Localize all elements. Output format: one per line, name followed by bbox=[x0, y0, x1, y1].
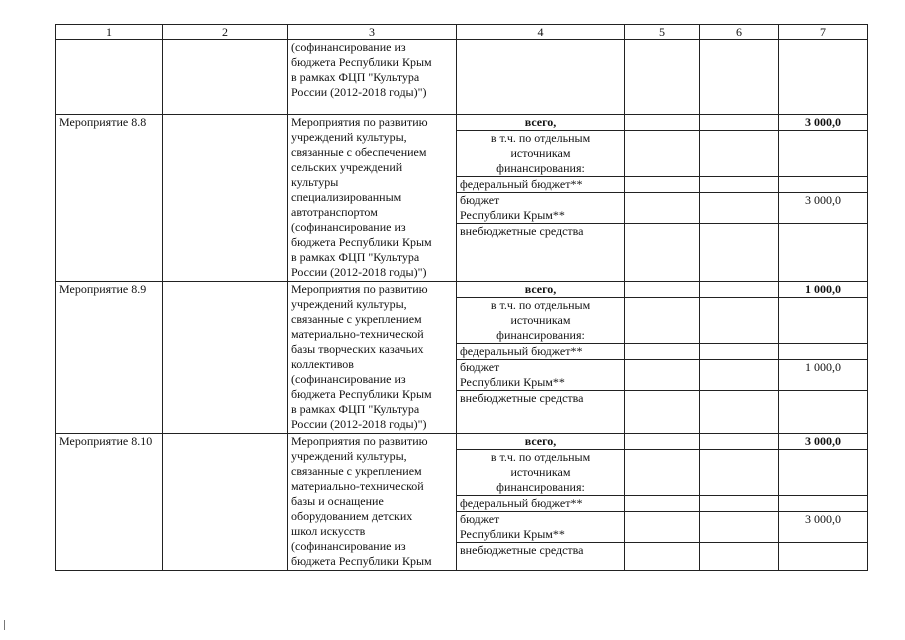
event-description: Мероприятия по развитию учреждений культуры, связанные с обеспечением сельских учреждений культуры специализированным автотранспортом (софинансирование из бюджета Республики Крым в рамках ФЦП "Культура России (2012-2018 годы)") bbox=[288, 115, 457, 282]
amount-cell-7 bbox=[779, 543, 868, 571]
funding-source: бюджет Республики Крым** bbox=[457, 360, 625, 391]
funding-source: бюджет Республики Крым** bbox=[457, 193, 625, 224]
amount-cell-7 bbox=[779, 496, 868, 512]
event-id-cell bbox=[56, 40, 163, 115]
amount-cell-6 bbox=[700, 543, 779, 571]
amount-cell-7 bbox=[779, 131, 868, 177]
amount-cell-5 bbox=[625, 40, 700, 115]
table-row bbox=[56, 434, 868, 450]
amount-cell-7: 1 000,0 bbox=[779, 360, 868, 391]
event-description: Мероприятия по развитию учреждений культуры, связанные с укреплением материально-технической базы творческих казачьих коллективов (софинансирование из бюджета Республики Крым в рамках ФЦП "Культура России (2012-2018 годы)") bbox=[288, 282, 457, 434]
event-id: Мероприятие 8.10 bbox=[56, 434, 163, 571]
column-number: 7 bbox=[779, 25, 868, 40]
amount-cell-6 bbox=[700, 177, 779, 193]
amount-cell-5 bbox=[625, 298, 700, 344]
amount-cell-6 bbox=[700, 40, 779, 115]
amount-cell-5 bbox=[625, 543, 700, 571]
amount-cell-6 bbox=[700, 131, 779, 177]
amount-cell-5 bbox=[625, 450, 700, 496]
amount-cell-6 bbox=[700, 496, 779, 512]
amount-cell-5 bbox=[625, 224, 700, 282]
funding-source: в т.ч. по отдельным источникам финансирования: bbox=[457, 298, 625, 344]
amount-cell-7: 3 000,0 bbox=[779, 512, 868, 543]
responsible-cell bbox=[163, 115, 288, 282]
amount-cell-5 bbox=[625, 115, 700, 131]
funding-source: федеральный бюджет** bbox=[457, 177, 625, 193]
amount-cell-6 bbox=[700, 512, 779, 543]
amount-cell-5 bbox=[625, 391, 700, 434]
amount-cell-7: 1 000,0 bbox=[779, 282, 868, 298]
amount-cell-5 bbox=[625, 360, 700, 391]
column-number: 1 bbox=[56, 25, 163, 40]
funding-source: всего, bbox=[457, 115, 625, 131]
amount-cell-6 bbox=[700, 344, 779, 360]
amount-cell-5 bbox=[625, 496, 700, 512]
amount-cell-6 bbox=[700, 434, 779, 450]
amount-cell-7 bbox=[779, 224, 868, 282]
funding-source: в т.ч. по отдельным источникам финансирования: bbox=[457, 450, 625, 496]
responsible-cell bbox=[163, 434, 288, 571]
amount-cell-7 bbox=[779, 298, 868, 344]
event-description: Мероприятия по развитию учреждений культуры, связанные с укреплением материально-технической базы и оснащение оборудованием детских школ искусств (софинансирование из бюджета Республики Крым bbox=[288, 434, 457, 571]
amount-cell-5 bbox=[625, 344, 700, 360]
responsible-cell bbox=[163, 282, 288, 434]
funding-source: в т.ч. по отдельным источникам финансирования: bbox=[457, 131, 625, 177]
funding-source: бюджет Республики Крым** bbox=[457, 512, 625, 543]
amount-cell-7 bbox=[779, 391, 868, 434]
amount-cell-5 bbox=[625, 177, 700, 193]
source-cell bbox=[457, 40, 625, 115]
funding-source: внебюджетные средства bbox=[457, 224, 625, 282]
column-number: 5 bbox=[625, 25, 700, 40]
event-id: Мероприятие 8.8 bbox=[56, 115, 163, 282]
scan-artifact bbox=[4, 620, 5, 630]
amount-cell-6 bbox=[700, 115, 779, 131]
column-number: 6 bbox=[700, 25, 779, 40]
event-id: Мероприятие 8.9 bbox=[56, 282, 163, 434]
amount-cell-5 bbox=[625, 282, 700, 298]
amount-cell-5 bbox=[625, 512, 700, 543]
funding-source: внебюджетные средства bbox=[457, 391, 625, 434]
amount-cell-7 bbox=[779, 450, 868, 496]
funding-source: федеральный бюджет** bbox=[457, 496, 625, 512]
amount-cell-6 bbox=[700, 298, 779, 344]
funding-source: всего, bbox=[457, 434, 625, 450]
amount-cell-5 bbox=[625, 193, 700, 224]
amount-cell-6 bbox=[700, 450, 779, 496]
column-number-row bbox=[56, 25, 868, 40]
amount-cell-6 bbox=[700, 282, 779, 298]
amount-cell-6 bbox=[700, 193, 779, 224]
column-number: 3 bbox=[288, 25, 457, 40]
funding-source: всего, bbox=[457, 282, 625, 298]
amount-cell-7 bbox=[779, 344, 868, 360]
amount-cell-5 bbox=[625, 131, 700, 177]
responsible-cell bbox=[163, 40, 288, 115]
amount-cell-5 bbox=[625, 434, 700, 450]
table-row bbox=[56, 115, 868, 131]
amount-cell-6 bbox=[700, 224, 779, 282]
continuation-row bbox=[56, 40, 868, 115]
table-row bbox=[56, 282, 868, 298]
amount-cell-7: 3 000,0 bbox=[779, 193, 868, 224]
funding-source: федеральный бюджет** bbox=[457, 344, 625, 360]
amount-cell-7: 3 000,0 bbox=[779, 434, 868, 450]
amount-cell-7 bbox=[779, 177, 868, 193]
column-number: 2 bbox=[163, 25, 288, 40]
column-number: 4 bbox=[457, 25, 625, 40]
amount-cell-7: 3 000,0 bbox=[779, 115, 868, 131]
financing-table bbox=[55, 24, 868, 571]
funding-source: внебюджетные средства bbox=[457, 543, 625, 571]
amount-cell-6 bbox=[700, 391, 779, 434]
amount-cell-7 bbox=[779, 40, 868, 115]
amount-cell-6 bbox=[700, 360, 779, 391]
event-description: (софинансирование из бюджета Республики Крым в рамках ФЦП "Культура России (2012-2018 годы)") bbox=[288, 40, 457, 115]
